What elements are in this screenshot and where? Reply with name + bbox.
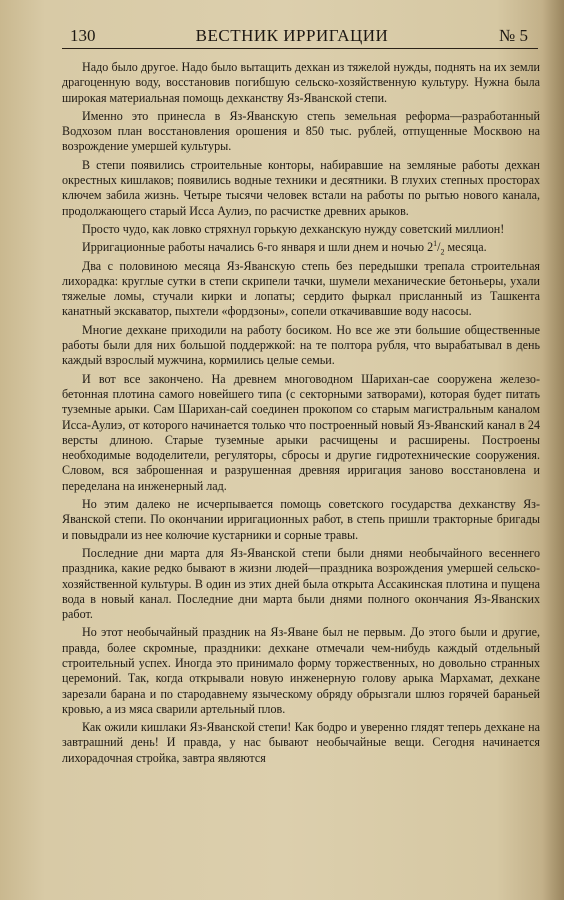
paragraph: Последние дни марта для Яз-Яванской степи были днями необычайного весеннего праздника, какие редко бывают в жизни людей—праздника возрождения умершей сельско-хозяйственной культуры. В один из этих дней была открыта Ассакинская плотина и пущена вода в новый канал. Последние дни марта были днями полного окончания Яз-Яванских работ.	[62, 545, 540, 622]
issue-number: № 5	[499, 26, 528, 45]
running-header	[56, 26, 528, 48]
paragraph: В степи появились строительные конторы, набиравшие на земляные работы дехкан окрестных кишлаков; появились водные техники и десятники. В глухих степных просторах ключем забила жизнь. Четыре тысячи человек встали на работы по рытью нового канала, продолжающего старый Исса Аулиэ, по расчистке древних арыков.	[62, 157, 540, 218]
fraction-tail: месяца.	[447, 240, 487, 255]
journal-title: ВЕСТНИК ИРРИГАЦИИ	[195, 26, 389, 45]
paragraph: Именно это принесла в Яз-Яванскую степь земельная реформа—разработанный Водхозом план восстановления орошения и 850 тыс. рублей, отпущенные Москвою на возрождение умершей культуры.	[62, 108, 540, 154]
paragraph-text: Ирригационные работы начались 6-го января и шли днем и ночью	[82, 240, 425, 255]
paragraph: Многие дехкане приходили на работу босиком. Но все же эти большие общественные работы были для них большой поддержкой: на те полтора рубля, что вырабатывал в день каждый взрослый мужчина, кормились целые семьи.	[62, 322, 540, 368]
page-number: 130	[70, 26, 96, 45]
header-rule	[62, 48, 538, 49]
paragraph: Как ожили кишлаки Яз-Яванской степи! Как бодро и уверенно глядят теперь дехкане на завтрашний день! И правда, у нас бывают необычайные вещи. Сегодня начинается лихорадочная стройка, завтра являются	[62, 720, 540, 765]
page-edge-shadow	[542, 0, 564, 900]
paragraph: Два с половиною месяца Яз-Яванскую степь без передышки трепала строительная лихорадка: круглые сутки в степи скрипели тачки, шумели механические бетоньеры, ухали тяжелые ломы, стучали кирки и лопаты; сердито фыркал присланный из Ташкента канатный экскаватор, пыхтели «фордзоны», сопели откачивавшие воду насосы.	[62, 258, 540, 319]
article-body	[62, 60, 540, 768]
paragraph: Но этот необычайный праздник на Яз-Яване был не первым. До этого были и другие, правда, более скромные, праздники: дехкане отмечали чем-нибудь каждый отдельный строительный успех. Иногда это принимало форму торжественных, но довольно странных церемоний. Так, когда открывали новую инженерную голову арыка Мархамат, дехкане зарезали барана и по стародавнему языческому обряду обрызгали шлюз горячей бараньей кровью, а из мяса сварили артельный плов.	[62, 625, 540, 716]
fraction-denominator: 2	[440, 247, 445, 257]
paragraph: Но этим далеко не исчерпывается помощь советского государства дехканству Яз-Яванской степи. По окончании ирригационных работ, в степь пришли тракторные бригады и повыдрали из нее колючие кустарники и сорные травы.	[62, 497, 540, 542]
fraction-whole: 2	[427, 240, 434, 255]
paragraph: Просто чудо, как ловко стряхнул горькую дехканскую нужду советский миллион!	[82, 221, 505, 236]
paragraph: И вот все закончено. На древнем многоводном Шарихан-сае сооружена железо-бетонная плотина самого новейшего типа (с секторными затворами), которая будет питать туземные арыки. Сам Шарихан-сай соединен прокопом со старым магистральным каналом Исса-Аулиэ, от которого начинается только что построенный новый Яз-Яванский канал в 24 версты длиною. Старые туземные арыки расчищены и расширены. Построены необходимые вододелители, регуляторы, сбросы и другие гидротехнические сооружения. Словом, вся заброшенная и разрушенная древняя ирригация заново восстановлена и переделана на инженерный лад.	[62, 371, 540, 493]
paragraph: Надо было другое. Надо было вытащить дехкан из тяжелой нужды, поднять на их земли драгоценную воду, восстановив погибшую сельско-хозяйственную культуру. Нужна была широкая материальная помощь дехканству Яз-Яванской степи.	[62, 60, 540, 105]
fraction-numerator: 1	[433, 239, 438, 249]
paragraph-with-fraction: Ирригационные работы начались 6-го января и шли днем и ночью $2^1/_2$ месяца.	[82, 239, 487, 257]
